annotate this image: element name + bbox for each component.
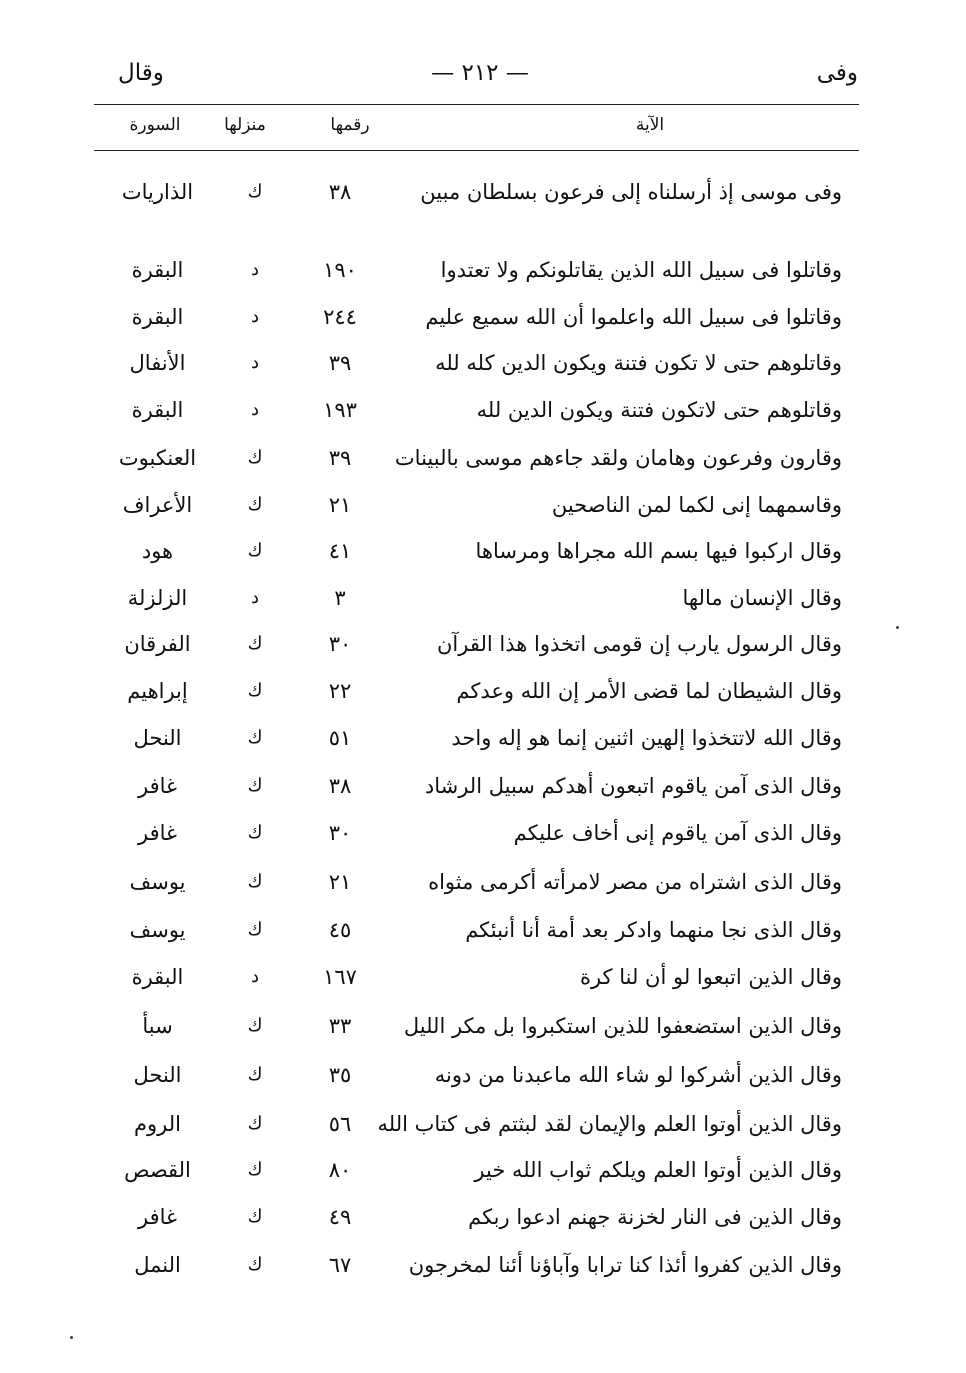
revelation-place: ك bbox=[247, 1254, 263, 1275]
table-row bbox=[0, 1150, 966, 1190]
revelation-place: د bbox=[250, 587, 259, 608]
verse-text: وقال الرسول يارب إن قومى اتخذوا هذا القرآن bbox=[437, 632, 842, 656]
verse-number: ١٩٣ bbox=[323, 398, 357, 422]
verse-number: ١٩٠ bbox=[323, 258, 357, 282]
surah-name: الأنفال bbox=[129, 351, 186, 375]
revelation-place: د bbox=[250, 306, 259, 327]
table-row bbox=[0, 531, 966, 571]
revelation-place: ك bbox=[247, 181, 263, 202]
verse-text: وقال الذين أشركوا لو شاء الله ماعبدنا من دونه bbox=[434, 1063, 842, 1087]
verse-text: وقال الذين كفروا أئذا كنا ترابا وآباؤنا أئنا لمخرجون bbox=[408, 1253, 842, 1277]
speck bbox=[70, 1336, 73, 1339]
surah-name: إبراهيم bbox=[127, 679, 188, 703]
surah-name: هود bbox=[141, 539, 174, 563]
surah-name: النحل bbox=[133, 1063, 182, 1087]
verse-number: ٣٨ bbox=[328, 180, 352, 204]
verse-text: وفى موسى إذ أرسلناه إلى فرعون بسلطان مبين bbox=[420, 180, 842, 204]
column-header-number: رقمها bbox=[330, 115, 370, 135]
verse-text: وقال الذين استضعفوا للذين استكبروا بل مكر الليل bbox=[403, 1014, 842, 1038]
table-row bbox=[0, 390, 966, 430]
table-row bbox=[0, 297, 966, 337]
verse-number: ٣٣ bbox=[328, 1014, 352, 1038]
revelation-place: ك bbox=[247, 540, 263, 561]
verse-text: وقال الذى اشتراه من مصر لامرأته أكرمى مثواه bbox=[428, 870, 842, 894]
table-row bbox=[0, 343, 966, 383]
verse-text: وقال الإنسان مالها bbox=[682, 586, 842, 610]
verse-text: وقال الذين أوتوا العلم ويلكم ثواب الله خير bbox=[474, 1158, 842, 1182]
surah-name: البقرة bbox=[131, 305, 184, 329]
verse-text: وقاتلوهم حتى لاتكون فتنة ويكون الدين لله bbox=[476, 398, 842, 422]
verse-text: وقاتلوا فى سبيل الله الذين يقاتلونكم ولا تعتدوا bbox=[440, 258, 842, 282]
verse-text: وقال الذين فى النار لخزنة جهنم ادعوا ربكم bbox=[468, 1205, 842, 1229]
column-header-place: منزلها bbox=[224, 115, 266, 135]
table-row bbox=[0, 1104, 966, 1144]
surah-name: البقرة bbox=[131, 965, 184, 989]
revelation-place: د bbox=[250, 259, 259, 280]
table-row bbox=[0, 578, 966, 618]
revelation-place: د bbox=[250, 399, 259, 420]
table-row bbox=[0, 1197, 966, 1237]
revelation-place: ك bbox=[247, 1015, 263, 1036]
surah-name: غافر bbox=[137, 821, 177, 845]
surah-name: النمل bbox=[134, 1253, 181, 1277]
revelation-place: ك bbox=[247, 1064, 263, 1085]
surah-name: غافر bbox=[137, 774, 177, 798]
surah-name: سبأ bbox=[142, 1014, 173, 1038]
speck bbox=[896, 626, 899, 629]
revelation-place: د bbox=[250, 352, 259, 373]
verse-number: ٢١ bbox=[328, 870, 352, 894]
table-row bbox=[0, 1245, 966, 1285]
verse-text: وقال الذى آمن ياقوم اتبعون أهدكم سبيل الرشاد bbox=[424, 774, 842, 798]
table-row bbox=[0, 957, 966, 997]
verse-text: وقال الذين أوتوا العلم والإيمان لقد لبثتم فى كتاب الله bbox=[377, 1112, 842, 1136]
revelation-place: ك bbox=[247, 919, 263, 940]
revelation-place: ك bbox=[247, 775, 263, 796]
revelation-place: ك bbox=[247, 822, 263, 843]
revelation-place: ك bbox=[247, 1159, 263, 1180]
table-row bbox=[0, 1055, 966, 1095]
revelation-place: د bbox=[250, 966, 259, 987]
surah-name: القصص bbox=[124, 1158, 191, 1182]
verse-text: وقال اركبوا فيها بسم الله مجراها ومرساها bbox=[475, 539, 842, 563]
verse-number: ٥١ bbox=[328, 726, 352, 750]
verse-number: ٦٧ bbox=[328, 1253, 352, 1277]
table-row bbox=[0, 910, 966, 950]
verse-text: وقارون وفرعون وهامان ولقد جاءهم موسى بالبينات bbox=[394, 446, 842, 470]
verse-text: وقال الله لاتتخذوا إلهين اثنين إنما هو إله واحد bbox=[451, 726, 842, 750]
verse-number: ٢٤٤ bbox=[323, 305, 357, 329]
verse-number: ٣٠ bbox=[328, 632, 352, 656]
verse-text: وقاتلوا فى سبيل الله واعلموا أن الله سميع عليم bbox=[425, 305, 842, 329]
revelation-place: ك bbox=[247, 727, 263, 748]
verse-text: وقال الشيطان لما قضى الأمر إن الله وعدكم bbox=[456, 679, 842, 703]
surah-name: البقرة bbox=[131, 258, 184, 282]
header-catchword-right: وفى bbox=[816, 60, 858, 86]
surah-name: الفرقان bbox=[124, 632, 191, 656]
column-header-verse: الآية bbox=[635, 115, 665, 135]
top-rule bbox=[94, 104, 859, 105]
verse-number: ٣٩ bbox=[328, 446, 352, 470]
revelation-place: ك bbox=[247, 447, 263, 468]
revelation-place: ك bbox=[247, 633, 263, 654]
verse-text: وقاسمهما إنى لكما لمن الناصحين bbox=[551, 493, 842, 517]
verse-number: ٣ bbox=[334, 586, 346, 610]
verse-text: وقال الذى نجا منهما وادكر بعد أمة أنا أنبئكم bbox=[465, 918, 842, 942]
surah-name: النحل bbox=[133, 726, 182, 750]
revelation-place: ك bbox=[247, 680, 263, 701]
surah-name: يوسف bbox=[129, 870, 186, 894]
verse-number: ٢١ bbox=[328, 493, 352, 517]
surah-name: الذاريات bbox=[121, 180, 194, 204]
surah-name: الأعراف bbox=[122, 493, 193, 517]
table-row bbox=[0, 250, 966, 290]
table-row bbox=[0, 172, 966, 212]
table-row bbox=[0, 813, 966, 853]
verse-number: ٣٨ bbox=[328, 774, 352, 798]
verse-text: وقال الذى آمن ياقوم إنى أخاف عليكم bbox=[513, 821, 842, 845]
verse-number: ١٦٧ bbox=[323, 965, 357, 989]
revelation-place: ك bbox=[247, 1206, 263, 1227]
header-catchword-left: وقال bbox=[118, 60, 164, 86]
verse-number: ٤١ bbox=[328, 539, 352, 563]
table-row bbox=[0, 624, 966, 664]
header-bottom-rule bbox=[94, 150, 859, 151]
table-row bbox=[0, 862, 966, 902]
verse-text: وقاتلوهم حتى لا تكون فتنة ويكون الدين كله لله bbox=[435, 351, 842, 375]
verse-number: ٢٢ bbox=[328, 679, 352, 703]
surah-name: غافر bbox=[137, 1205, 177, 1229]
verse-text: وقال الذين اتبعوا لو أن لنا كرة bbox=[579, 965, 842, 989]
page-number: — ٢١٢ — bbox=[431, 60, 529, 86]
table-row bbox=[0, 1006, 966, 1046]
verse-number: ٤٥ bbox=[328, 918, 352, 942]
revelation-place: ك bbox=[247, 871, 263, 892]
surah-name: الزلزلة bbox=[127, 586, 188, 610]
table-row bbox=[0, 766, 966, 806]
surah-name: يوسف bbox=[129, 918, 186, 942]
surah-name: الروم bbox=[134, 1112, 181, 1136]
verse-number: ٣٥ bbox=[328, 1063, 352, 1087]
table-row bbox=[0, 671, 966, 711]
verse-number: ٤٩ bbox=[328, 1205, 352, 1229]
verse-number: ٣٩ bbox=[328, 351, 352, 375]
table-row bbox=[0, 718, 966, 758]
table-row bbox=[0, 438, 966, 478]
verse-number: ٣٠ bbox=[328, 821, 352, 845]
surah-name: العنكبوت bbox=[118, 446, 197, 470]
verse-number: ٨٠ bbox=[328, 1158, 352, 1182]
revelation-place: ك bbox=[247, 1113, 263, 1134]
verse-number: ٥٦ bbox=[328, 1112, 352, 1136]
revelation-place: ك bbox=[247, 494, 263, 515]
table-row bbox=[0, 485, 966, 525]
column-header-surah: السورة bbox=[129, 115, 181, 135]
surah-name: البقرة bbox=[131, 398, 184, 422]
